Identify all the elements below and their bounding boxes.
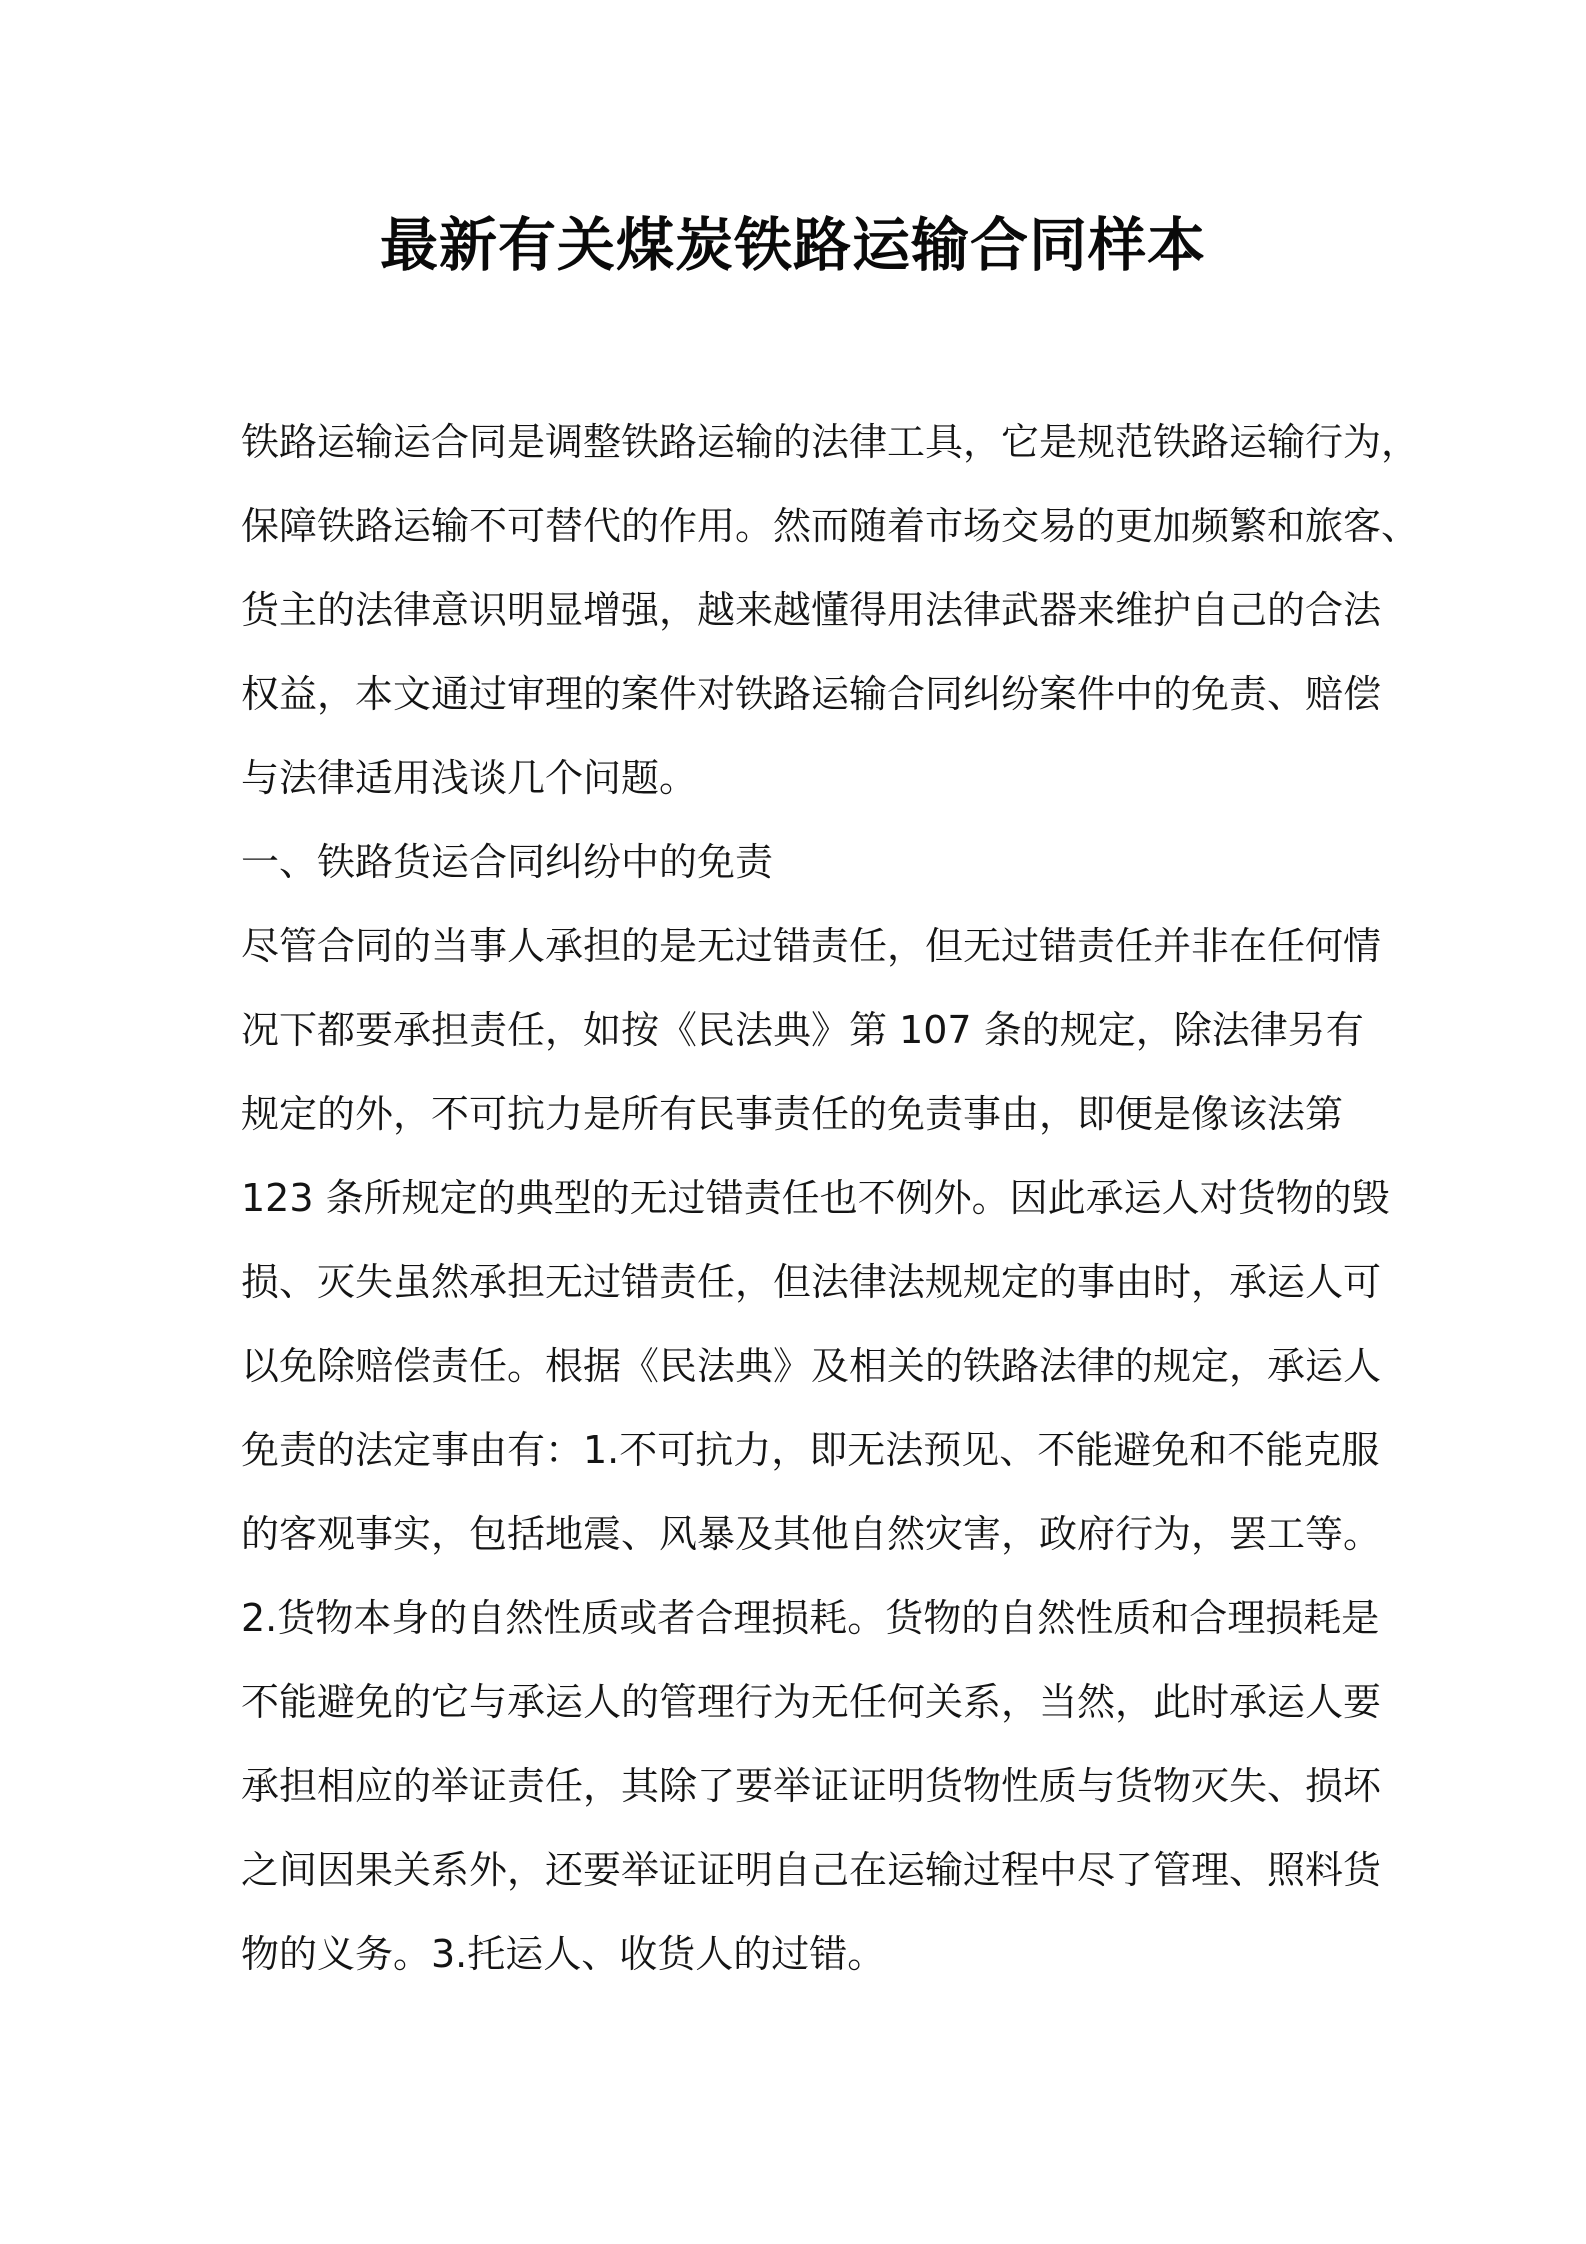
body-line: 承担相应的举证责任，其除了要举证证明货物性质与货物灭失、损坏 [241,1764,1382,1808]
body-line: 况下都要承担责任，如按《民法典》第 107 条的规定，除法律另有 [241,1008,1364,1052]
body-line: 不能避免的它与承运人的管理行为无任何关系，当然，此时承运人要 [241,1680,1382,1724]
body-line: 铁路运输运合同是调整铁路运输的法律工具，它是规范铁路运输行为， [241,420,1420,464]
body-line: 之间因果关系外，还要举证证明自己在运输过程中尽了管理、照料货 [241,1848,1382,1892]
body-line: 物的义务。3.托运人、收货人的过错。 [241,1932,886,1976]
body-line: 权益，本文通过审理的案件对铁路运输合同纠纷案件中的免责、赔偿 [241,672,1382,716]
section-heading: 一、铁路货运合同纠纷中的免责 [241,840,774,884]
body-line: 的客观事实，包括地震、风暴及其他自然灾害，政府行为，罢工等。 [241,1512,1382,1556]
body-line: 保障铁路运输不可替代的作用。然而随着市场交易的更加频繁和旅客、 [241,504,1420,548]
body-line: 货主的法律意识明显增强，越来越懂得用法律武器来维护自己的合法 [241,588,1382,632]
body-line: 尽管合同的当事人承担的是无过错责任，但无过错责任并非在任何情 [241,924,1382,968]
document-body [241,400,1420,1996]
body-line: 2.货物本身的自然性质或者合理损耗。货物的自然性质和合理损耗是 [241,1596,1380,1640]
document-title: 最新有关煤炭铁路运输合同样本 [379,211,1206,279]
body-line: 免责的法定事由有：1.不可抗力，即无法预见、不能避免和不能克服 [241,1428,1380,1472]
body-line: 与法律适用浅谈几个问题。 [241,756,698,800]
body-line: 规定的外，不可抗力是所有民事责任的免责事由，即便是像该法第 [241,1092,1344,1136]
body-line: 以免除赔偿责任。根据《民法典》及相关的铁路法律的规定，承运人 [241,1344,1382,1388]
body-line: 损、灭失虽然承担无过错责任，但法律法规规定的事由时，承运人可 [241,1260,1382,1304]
body-line: 123 条所规定的典型的无过错责任也不例外。因此承运人对货物的毁 [241,1176,1390,1220]
